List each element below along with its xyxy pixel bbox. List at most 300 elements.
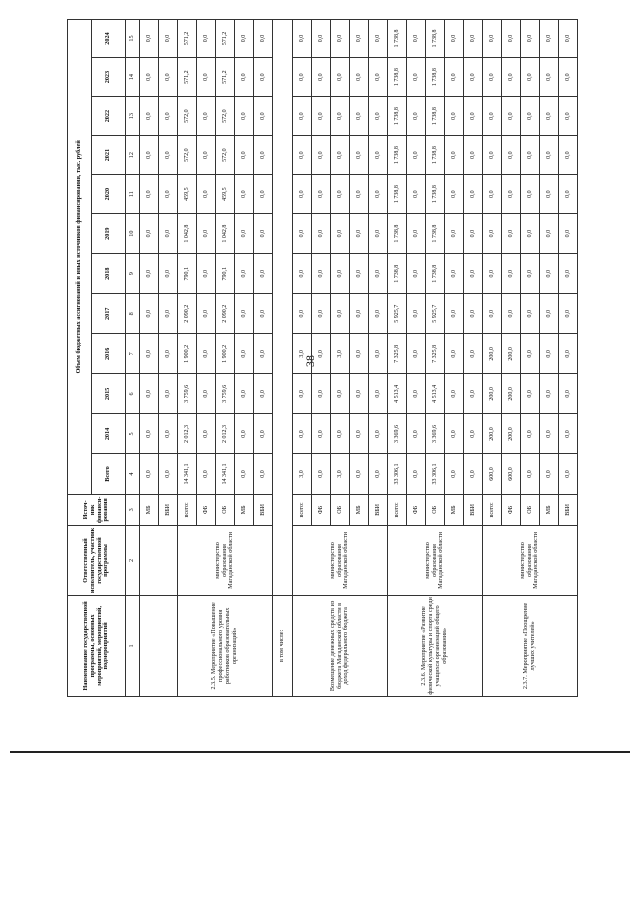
year-value: 0,0 [159,334,178,374]
year-value: 0,0 [483,214,502,254]
year-value: 0,0 [159,175,178,214]
year-value: 0,0 [312,254,331,294]
header-total: Всего [92,454,126,494]
year-value: 0,0 [350,175,369,214]
rotated-table-area [67,19,571,697]
column-number: 3 [126,494,140,526]
year-value: 3 759,6 [178,374,197,414]
year-value: 0,0 [293,254,312,294]
column-number: 13 [126,97,140,136]
year-value: 0,0 [197,97,216,136]
total-value: 600,0 [502,454,521,494]
year-value: 0,0 [559,20,578,58]
year-value: 790,1 [216,254,235,294]
year-value: 0,0 [350,20,369,58]
total-value: 0,0 [254,454,273,494]
header-responsible: Ответственный исполнитель, участник государственной программы [68,526,126,596]
year-value: 0,0 [369,294,388,334]
year-value: 0,0 [350,58,369,97]
year-value: 1 738,8 [388,58,407,97]
header-year: 2023 [92,58,126,97]
year-value: 0,0 [312,294,331,334]
column-number: 8 [126,294,140,334]
year-value: 0,0 [540,294,559,334]
column-number: 10 [126,214,140,254]
year-value: 0,0 [483,175,502,214]
column-number: 5 [126,414,140,454]
year-value: 0,0 [197,294,216,334]
year-value: 0,0 [235,97,254,136]
year-value: 0,0 [540,414,559,454]
separator-label: в том числе: [273,595,293,696]
year-value: 0,0 [521,414,540,454]
year-value: 1 738,8 [388,97,407,136]
year-value: 571,2 [216,20,235,58]
year-value: 0,0 [254,254,273,294]
year-value: 0,0 [293,414,312,454]
year-value: 2 090,2 [216,294,235,334]
year-value: 0,0 [293,136,312,175]
responsible-executor: министерство образования Магаданской области [388,526,483,596]
header-year: 2020 [92,175,126,214]
year-value: 459,5 [216,175,235,214]
year-value: 0,0 [445,414,464,454]
total-value: 0,0 [350,454,369,494]
year-value: 7 325,8 [426,334,445,374]
year-value: 0,0 [464,97,483,136]
funding-source: всего: [388,494,407,526]
year-value: 0,0 [331,414,350,454]
year-value: 0,0 [540,374,559,414]
year-value: 0,0 [521,58,540,97]
funding-source: ОБ [521,494,540,526]
year-value: 0,0 [502,97,521,136]
year-value: 0,0 [312,374,331,414]
year-value: 0,0 [159,414,178,454]
funding-source: всего: [483,494,502,526]
year-value: 0,0 [407,20,426,58]
year-value: 0,0 [350,97,369,136]
year-value: 0,0 [254,97,273,136]
year-value: 0,0 [350,294,369,334]
year-value: 1 738,8 [426,214,445,254]
year-value: 790,1 [178,254,197,294]
year-value: 0,0 [140,97,159,136]
table-row [293,20,312,697]
year-value: 572,0 [216,136,235,175]
column-number: 2 [126,526,140,596]
year-value: 0,0 [559,136,578,175]
year-value: 0,0 [235,58,254,97]
year-value: 0,0 [369,214,388,254]
funding-source: ФБ [312,494,331,526]
year-value: 0,0 [293,214,312,254]
table-row [483,20,502,697]
year-value: 1 738,8 [388,254,407,294]
year-value: 0,0 [483,20,502,58]
year-value: 0,0 [235,334,254,374]
year-value: 0,0 [369,58,388,97]
year-value: 0,0 [559,97,578,136]
year-value: 0,0 [140,20,159,58]
year-value: 0,0 [483,136,502,175]
year-value: 0,0 [445,175,464,214]
year-value: 0,0 [159,374,178,414]
year-value: 0,0 [159,97,178,136]
total-value: 0,0 [235,454,254,494]
year-value: 5 925,7 [426,294,445,334]
total-value: 33 306,1 [426,454,445,494]
year-value: 0,0 [235,20,254,58]
year-value: 0,0 [159,58,178,97]
year-value: 0,0 [559,254,578,294]
year-value: 2 012,3 [178,414,197,454]
year-value: 0,0 [483,58,502,97]
year-value: 0,0 [293,374,312,414]
year-value: 1 042,8 [216,214,235,254]
year-value: 0,0 [445,214,464,254]
year-value: 0,0 [540,214,559,254]
total-value: 600,0 [483,454,502,494]
year-value: 0,0 [235,294,254,334]
year-value: 0,0 [331,58,350,97]
year-value: 0,0 [559,334,578,374]
table-row [388,20,407,697]
year-value: 0,0 [235,414,254,454]
year-value: 0,0 [254,374,273,414]
year-value: 0,0 [140,334,159,374]
year-value: 0,0 [540,136,559,175]
header-source: Источ-ник финанси-рования [68,494,126,526]
year-value: 3,0 [331,334,350,374]
year-value: 0,0 [254,294,273,334]
year-value: 1 042,8 [178,214,197,254]
activity-name: 2.3.7. Мероприятие «Поощрение лучших учителей» [483,595,578,696]
year-value: 0,0 [197,214,216,254]
year-value: 0,0 [521,136,540,175]
year-value: 0,0 [407,136,426,175]
year-value: 0,0 [502,20,521,58]
year-value: 0,0 [559,294,578,334]
column-number: 4 [126,454,140,494]
year-value: 0,0 [559,214,578,254]
total-value: 14 341,1 [216,454,235,494]
funding-source: ВБИ [254,494,273,526]
year-value: 2 090,2 [178,294,197,334]
total-value: 0,0 [369,454,388,494]
year-value: 0,0 [312,414,331,454]
year-value: 0,0 [140,136,159,175]
year-value: 1 738,8 [388,136,407,175]
header-year: 2017 [92,294,126,334]
year-value: 0,0 [483,294,502,334]
year-value: 0,0 [369,334,388,374]
year-value: 0,0 [331,214,350,254]
year-value: 0,0 [445,97,464,136]
funding-source: МБ [235,494,254,526]
year-value: 0,0 [235,214,254,254]
year-value: 0,0 [407,294,426,334]
year-value: 0,0 [293,20,312,58]
year-value: 0,0 [140,374,159,414]
year-value: 0,0 [197,58,216,97]
year-value: 0,0 [540,20,559,58]
year-value: 0,0 [407,97,426,136]
year-value: 0,0 [521,374,540,414]
year-value: 0,0 [350,214,369,254]
year-value: 0,0 [254,214,273,254]
year-value: 0,0 [502,58,521,97]
year-value: 0,0 [540,97,559,136]
year-value: 0,0 [159,136,178,175]
year-value: 0,0 [445,58,464,97]
year-value: 0,0 [312,136,331,175]
year-value: 200,0 [502,414,521,454]
year-value: 0,0 [350,254,369,294]
year-value: 0,0 [254,136,273,175]
separator-fill [273,20,293,596]
funding-source: ВБИ [369,494,388,526]
total-value: 3,0 [331,454,350,494]
funding-source: ФБ [197,494,216,526]
year-value: 0,0 [407,58,426,97]
activity-name [140,595,178,696]
year-value: 0,0 [521,334,540,374]
column-number: 11 [126,175,140,214]
funding-source: ОБ [426,494,445,526]
year-value: 0,0 [197,334,216,374]
year-value: 200,0 [502,334,521,374]
year-value: 0,0 [369,374,388,414]
year-value: 0,0 [312,334,331,374]
year-value: 0,0 [254,175,273,214]
year-value: 0,0 [464,254,483,294]
header-year: 2022 [92,97,126,136]
funding-source: МБ [140,494,159,526]
separator-row [273,20,293,697]
column-number: 15 [126,20,140,58]
year-value: 0,0 [559,374,578,414]
year-value: 0,0 [293,97,312,136]
year-value: 571,2 [178,58,197,97]
year-value: 4 513,4 [388,374,407,414]
activity-name: Возмещение денежных средств из бюджета Магаданской области в доход федерального бюджета [293,595,388,696]
year-value: 200,0 [483,414,502,454]
year-value: 1 738,8 [426,58,445,97]
funding-source: ВБИ [464,494,483,526]
year-value: 0,0 [312,214,331,254]
header-year: 2024 [92,20,126,58]
year-value: 0,0 [502,294,521,334]
year-value: 1 738,8 [388,175,407,214]
year-value: 0,0 [464,334,483,374]
total-value: 0,0 [464,454,483,494]
year-value: 0,0 [312,58,331,97]
year-value: 1 738,8 [388,214,407,254]
bottom-rule [10,751,630,753]
year-value: 1 738,8 [388,20,407,58]
year-value: 0,0 [521,294,540,334]
year-value: 0,0 [140,58,159,97]
year-value: 0,0 [559,175,578,214]
year-value: 0,0 [140,294,159,334]
budget-table [67,19,578,697]
year-value: 0,0 [140,214,159,254]
year-value: 0,0 [407,254,426,294]
column-number: 12 [126,136,140,175]
year-value: 0,0 [540,334,559,374]
year-value: 0,0 [464,58,483,97]
funding-source: всего: [178,494,197,526]
year-value: 2 012,3 [216,414,235,454]
total-value: 14 341,1 [178,454,197,494]
year-value: 0,0 [140,175,159,214]
year-value: 0,0 [369,136,388,175]
total-value: 0,0 [159,454,178,494]
year-value: 0,0 [521,20,540,58]
header-year: 2018 [92,254,126,294]
funding-source: ФБ [502,494,521,526]
year-value: 0,0 [159,254,178,294]
year-value: 1 738,8 [426,175,445,214]
year-value: 0,0 [502,214,521,254]
year-value: 0,0 [502,136,521,175]
year-value: 0,0 [197,374,216,414]
year-value: 0,0 [521,97,540,136]
header-year: 2019 [92,214,126,254]
responsible-executor: министерство образования Магаданской области [293,526,388,596]
year-value: 0,0 [350,334,369,374]
year-value: 1 900,2 [178,334,197,374]
year-value: 0,0 [350,414,369,454]
funding-source: ОБ [216,494,235,526]
year-value: 0,0 [312,97,331,136]
total-value: 0,0 [521,454,540,494]
year-value: 0,0 [159,20,178,58]
year-value: 0,0 [254,334,273,374]
header-year: 2015 [92,374,126,414]
header-name: Наименование государственной программы, основных мероприятий, мероприятий, подмероприятий [68,595,126,696]
year-value: 4 513,4 [426,374,445,414]
year-value: 0,0 [140,414,159,454]
year-value: 0,0 [559,414,578,454]
year-value: 0,0 [540,175,559,214]
year-value: 0,0 [331,175,350,214]
year-value: 0,0 [521,214,540,254]
year-value: 459,5 [178,175,197,214]
year-value: 0,0 [464,374,483,414]
year-value: 0,0 [331,294,350,334]
year-value: 0,0 [464,20,483,58]
responsible-executor: министерство образования Магаданской области [483,526,578,596]
year-value: 5 925,7 [388,294,407,334]
column-number: 14 [126,58,140,97]
year-value: 0,0 [369,175,388,214]
year-value: 0,0 [254,414,273,454]
year-value: 0,0 [464,294,483,334]
year-value: 0,0 [369,20,388,58]
year-value: 0,0 [254,20,273,58]
header-year: 2014 [92,414,126,454]
year-value: 0,0 [445,136,464,175]
year-value: 0,0 [197,20,216,58]
year-value: 0,0 [483,254,502,294]
year-value: 0,0 [445,20,464,58]
activity-name: 2.3.6. Мероприятие «Развитие физической культуры и спорта среди учащихся организаций общего образования» [388,595,483,696]
year-value: 0,0 [350,136,369,175]
activity-name: 2.3.5. Мероприятие «Повышение профессионального уровня работников образовательных организаций» [178,595,273,696]
year-value: 0,0 [540,254,559,294]
year-value: 0,0 [331,20,350,58]
year-value: 0,0 [331,254,350,294]
column-number: 6 [126,374,140,414]
year-value: 0,0 [159,214,178,254]
year-value: 0,0 [312,175,331,214]
year-value: 0,0 [197,414,216,454]
responsible-executor [140,526,178,596]
year-value: 0,0 [521,175,540,214]
year-value: 3 759,6 [216,374,235,414]
year-value: 0,0 [312,20,331,58]
header-year: 2016 [92,334,126,374]
year-value: 0,0 [464,214,483,254]
year-value: 0,0 [293,58,312,97]
header-year: 2021 [92,136,126,175]
year-value: 0,0 [483,97,502,136]
year-value: 572,0 [178,97,197,136]
total-value: 3,0 [293,454,312,494]
year-value: 0,0 [502,175,521,214]
total-value: 0,0 [197,454,216,494]
year-value: 200,0 [502,374,521,414]
year-value: 0,0 [464,414,483,454]
year-value: 0,0 [235,175,254,214]
funding-source: ВБИ [159,494,178,526]
year-value: 571,2 [178,20,197,58]
total-value: 33 306,1 [388,454,407,494]
column-number: 9 [126,254,140,294]
year-value: 0,0 [445,294,464,334]
year-value: 7 325,8 [388,334,407,374]
year-value: 200,0 [483,334,502,374]
year-value: 0,0 [235,136,254,175]
year-value: 0,0 [293,175,312,214]
year-value: 0,0 [369,254,388,294]
total-value: 0,0 [312,454,331,494]
year-value: 0,0 [407,175,426,214]
table-row [140,20,159,697]
year-value: 0,0 [464,175,483,214]
year-value: 0,0 [369,414,388,454]
year-value: 1 900,2 [216,334,235,374]
year-value: 0,0 [407,334,426,374]
responsible-executor: министерство образования Магаданской области [178,526,273,596]
year-value: 0,0 [254,58,273,97]
total-value: 0,0 [140,454,159,494]
year-value: 1 738,8 [426,97,445,136]
year-value: 572,0 [216,97,235,136]
year-value: 0,0 [540,58,559,97]
year-value: 0,0 [197,254,216,294]
year-value: 1 738,8 [426,136,445,175]
year-value: 0,0 [521,254,540,294]
year-value: 0,0 [235,374,254,414]
year-value: 1 738,8 [426,20,445,58]
funding-source: МБ [540,494,559,526]
year-value: 0,0 [464,136,483,175]
total-value: 0,0 [445,454,464,494]
table-row [178,20,197,697]
